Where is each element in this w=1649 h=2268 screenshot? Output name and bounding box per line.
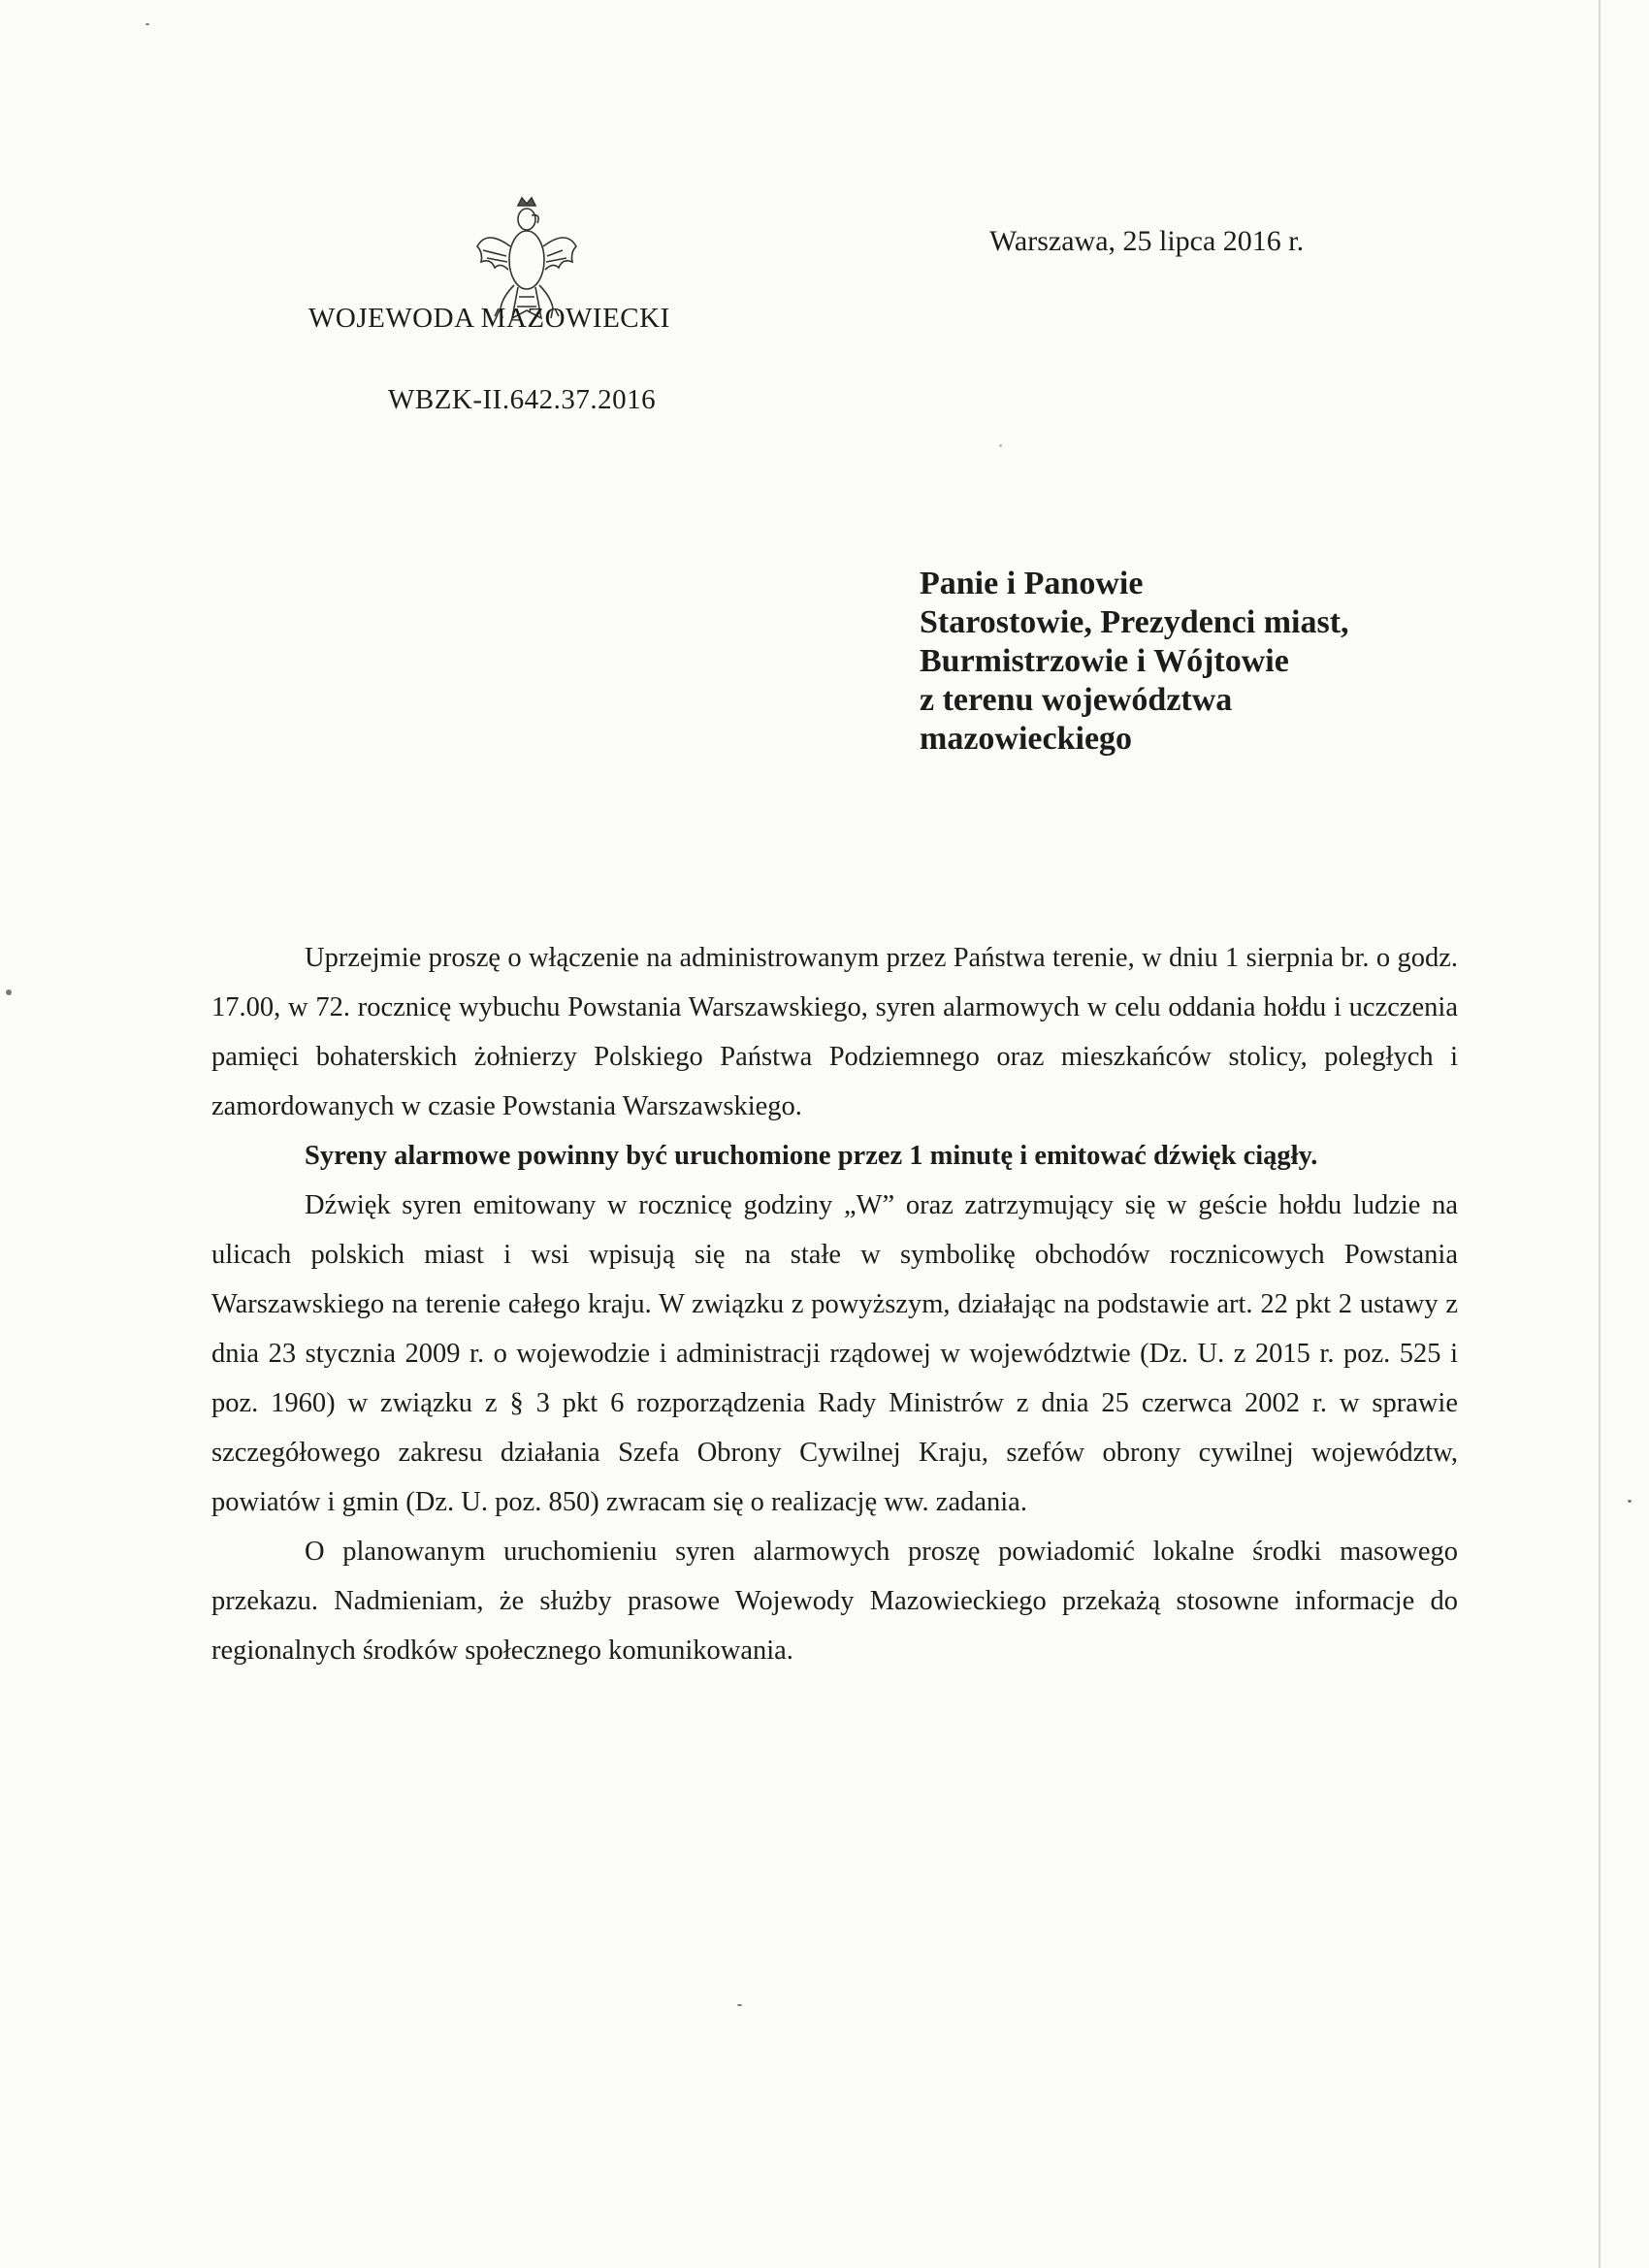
reference-number: WBZK-II.642.37.2016: [388, 384, 657, 415]
addressee-block: [920, 565, 1349, 759]
sender-title: WOJEWODA MAZOWIECKI: [308, 303, 670, 334]
addressee-line: z terenu województwa: [920, 682, 1233, 718]
addressee-line: Panie i Panowie: [920, 566, 1144, 601]
body-paragraph: Uprzejmie proszę o włączenie na administrowanym przez Państwa terenie, w dniu 1 sierpnia br. o godz. 17.00, w 72. rocznicę wybuchu Powstania Warszawskiego, syren alarmowych w celu oddania hołdu i uczczenia pamięci bohaterskich żołnierzy Polskiego Państwa Podziemnego oraz mieszkańców stolicy, poległych i zamordowanych w czasie Powstania Warszawskiego.: [211, 943, 1458, 1121]
addressee-line: Starostowie, Prezydenci miast,: [920, 604, 1349, 640]
letter-date: Warszawa, 25 lipca 2016 r.: [989, 225, 1305, 257]
scan-speck: [737, 2004, 742, 2006]
scan-speck: [6, 989, 12, 995]
body-paragraph-emphasis: Syreny alarmowe powinny być uruchomione przez 1 minutę i emitować dźwięk ciągły.: [305, 1141, 1318, 1171]
scan-speck: [1628, 1500, 1632, 1503]
body-paragraph: O planowanym uruchomieniu syren alarmowych proszę powiadomić lokalne środki masowego przekazu. Nadmieniam, że służby prasowe Wojewody Mazowieckiego przekażą stosowne informacje do regionalnych środków społecznego komunikowania.: [211, 1537, 1458, 1666]
scan-speck: [146, 23, 149, 25]
addressee-line: mazowieckiego: [920, 721, 1133, 757]
body-paragraph: Dźwięk syren emitowany w rocznicę godziny „W” oraz zatrzymujący się w geście hołdu ludzie na ulicach polskich miast i wsi wpisują się na stałe w symbolikę obchodów rocznicowych Powstania Warszawskiego na terenie całego kraju. W związku z powyższym, działając na podstawie art. 22 pkt 2 ustawy z dnia 23 stycznia 2009 r. o wojewodzie i administracji rządowej w województwie (Dz. U. z 2015 r. poz. 525 i poz. 1960) w związku z § 3 pkt 6 rozporządzenia Rady Ministrów z dnia 25 czerwca 2002 r. w sprawie szczegółowego zakresu działania Szefa Obrony Cywilnej Kraju, szefów obrony cywilnej województw, powiatów i gmin (Dz. U. poz. 850) zwracam się o realizację ww. zadania.: [211, 1190, 1458, 1517]
letter-body: [211, 933, 1458, 1675]
scan-speck: [999, 444, 1002, 447]
addressee-line: Burmistrzowie i Wójtowie: [920, 643, 1289, 679]
scan-edge-line: [1599, 0, 1600, 2268]
